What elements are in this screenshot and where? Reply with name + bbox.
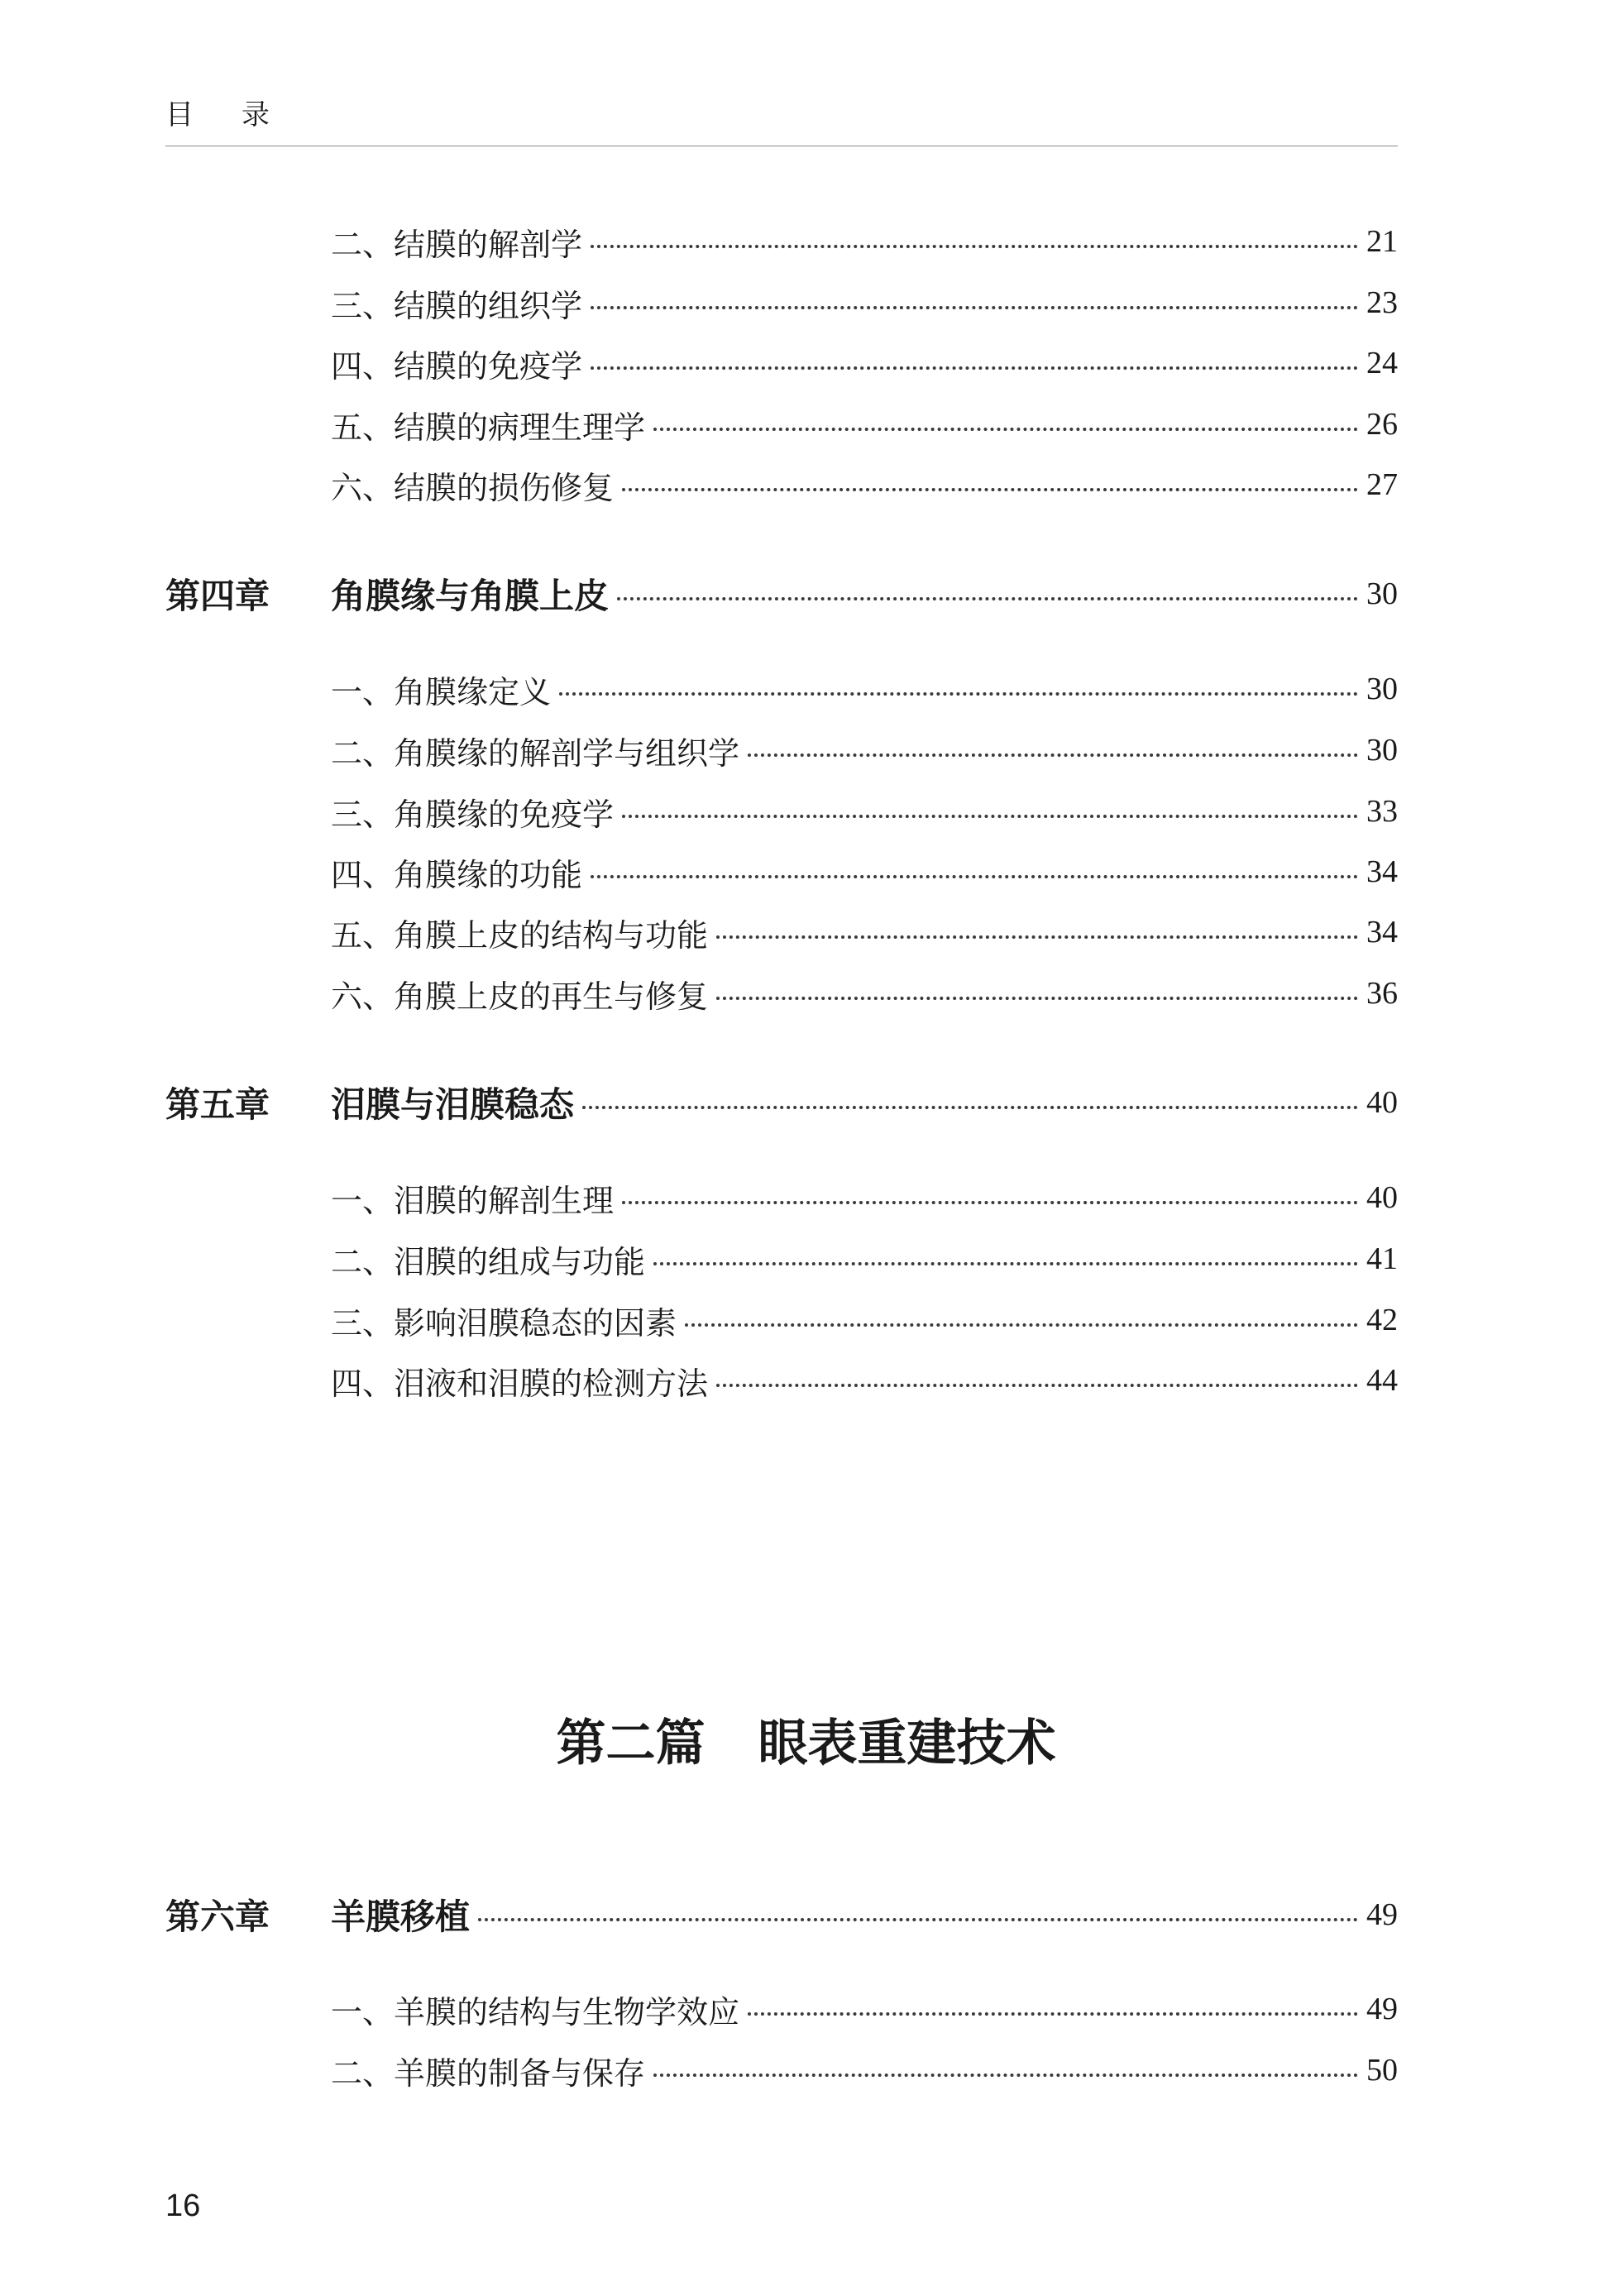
dot-leader bbox=[591, 245, 1358, 248]
dot-leader bbox=[748, 753, 1358, 757]
dot-leader bbox=[622, 1201, 1358, 1204]
dot-leader bbox=[559, 692, 1358, 696]
toc-entry-page: 34 bbox=[1366, 915, 1398, 949]
dot-leader bbox=[716, 935, 1358, 939]
toc-entry-label: 一、角膜缘定义 bbox=[331, 673, 552, 710]
part-title-text: 眼表重建技术 bbox=[758, 1715, 1056, 1772]
toc-entry-page: 30 bbox=[1366, 672, 1398, 706]
toc-entry[interactable] bbox=[165, 849, 1398, 895]
toc-entry-page: 33 bbox=[1366, 794, 1398, 829]
toc-entry-page: 21 bbox=[1366, 224, 1398, 259]
chapter-number: 第五章 bbox=[165, 1084, 270, 1125]
toc-entry[interactable] bbox=[165, 280, 1398, 326]
chapter-title: 泪膜与泪膜稳态 bbox=[331, 1084, 575, 1125]
toc-entry-label: 五、角膜上皮的结构与功能 bbox=[331, 916, 709, 954]
toc-entry[interactable] bbox=[165, 909, 1398, 955]
dot-leader bbox=[685, 1323, 1358, 1327]
toc-entry-label: 六、角膜上皮的再生与修复 bbox=[331, 978, 709, 1015]
dot-leader bbox=[591, 306, 1358, 309]
dot-leader bbox=[716, 1384, 1358, 1387]
toc-entry-label: 五、结膜的病理生理学 bbox=[331, 409, 646, 446]
dot-leader bbox=[591, 875, 1358, 878]
dot-leader bbox=[653, 428, 1358, 431]
dot-leader bbox=[478, 1918, 1358, 1921]
toc-entry-page: 49 bbox=[1366, 1992, 1398, 2026]
toc-entry-page: 23 bbox=[1366, 285, 1398, 320]
toc-entry[interactable] bbox=[165, 218, 1398, 265]
chapter-number: 第六章 bbox=[165, 1897, 270, 1937]
dot-leader bbox=[622, 815, 1358, 818]
toc-entry[interactable] bbox=[165, 788, 1398, 835]
toc-entry-label: 四、泪液和泪膜的检测方法 bbox=[331, 1365, 709, 1402]
toc-entry-label: 一、泪膜的解剖生理 bbox=[331, 1182, 615, 1219]
toc-entry[interactable] bbox=[165, 1236, 1398, 1282]
toc-entry-label: 三、影响泪膜稳态的因素 bbox=[331, 1304, 677, 1342]
chapter-number: 第四章 bbox=[165, 576, 270, 616]
toc-entry-label: 一、羊膜的结构与生物学效应 bbox=[331, 1993, 740, 2031]
dot-leader bbox=[748, 2012, 1358, 2016]
toc-entry[interactable] bbox=[165, 1297, 1398, 1343]
toc-entry-label: 二、泪膜的组成与功能 bbox=[331, 1243, 646, 1280]
toc-entry[interactable] bbox=[165, 401, 1398, 447]
toc-entry[interactable] bbox=[165, 1986, 1398, 2032]
page-number: 16 bbox=[165, 2188, 201, 2223]
toc-entry-label: 六、结膜的损伤修复 bbox=[331, 469, 615, 506]
toc-entry-page: 42 bbox=[1366, 1303, 1398, 1337]
running-header: 目录 bbox=[165, 98, 318, 132]
toc-entry[interactable] bbox=[165, 340, 1398, 386]
toc-entry[interactable] bbox=[165, 2047, 1398, 2093]
dot-leader bbox=[591, 366, 1358, 370]
toc-entry-page: 44 bbox=[1366, 1363, 1398, 1398]
toc-entry-page: 36 bbox=[1366, 976, 1398, 1011]
toc-entry-page: 40 bbox=[1366, 1180, 1398, 1215]
dot-leader bbox=[622, 488, 1358, 491]
toc-chapter-5[interactable] bbox=[165, 1079, 1398, 1126]
chapter-title: 角膜缘与角膜上皮 bbox=[331, 576, 610, 616]
toc-entry-label: 四、结膜的免疫学 bbox=[331, 347, 583, 385]
toc-entry[interactable] bbox=[165, 1357, 1398, 1404]
toc-chapter-6[interactable] bbox=[165, 1892, 1398, 1938]
toc-entry-page: 26 bbox=[1366, 407, 1398, 442]
toc-entry-label: 三、角膜缘的免疫学 bbox=[331, 796, 615, 833]
toc-entry-page: 27 bbox=[1366, 467, 1398, 502]
toc-entry-page: 24 bbox=[1366, 346, 1398, 380]
toc-entry-label: 四、角膜缘的功能 bbox=[331, 856, 583, 893]
toc-entry-page: 49 bbox=[1366, 1897, 1398, 1932]
toc-entry[interactable] bbox=[165, 727, 1398, 773]
toc-entry-label: 二、结膜的解剖学 bbox=[331, 226, 583, 263]
toc-entry-page: 40 bbox=[1366, 1085, 1398, 1120]
part-number: 第二篇 bbox=[556, 1715, 706, 1772]
toc-entry-page: 30 bbox=[1366, 733, 1398, 768]
dot-leader bbox=[653, 2074, 1358, 2077]
chapter-title: 羊膜移植 bbox=[331, 1897, 471, 1937]
toc-entry-label: 二、羊膜的制备与保存 bbox=[331, 2054, 646, 2092]
dot-leader bbox=[582, 1106, 1358, 1109]
part-heading[interactable] bbox=[0, 1704, 1612, 1775]
toc-entry[interactable] bbox=[165, 970, 1398, 1016]
toc-chapter-4[interactable] bbox=[165, 571, 1398, 617]
toc-entry-page: 50 bbox=[1366, 2053, 1398, 2088]
toc-entry-label: 二、角膜缘的解剖学与组织学 bbox=[331, 734, 740, 772]
toc-entry[interactable] bbox=[165, 666, 1398, 712]
dot-leader bbox=[716, 997, 1358, 1000]
dot-leader bbox=[653, 1262, 1358, 1265]
dot-leader bbox=[617, 597, 1358, 600]
toc-entry-page: 34 bbox=[1366, 854, 1398, 889]
toc-entry-label: 三、结膜的组织学 bbox=[331, 287, 583, 324]
toc-entry[interactable] bbox=[165, 462, 1398, 508]
toc-entry[interactable] bbox=[165, 1174, 1398, 1221]
toc-entry-page: 30 bbox=[1366, 576, 1398, 611]
toc-entry-page: 41 bbox=[1366, 1241, 1398, 1276]
